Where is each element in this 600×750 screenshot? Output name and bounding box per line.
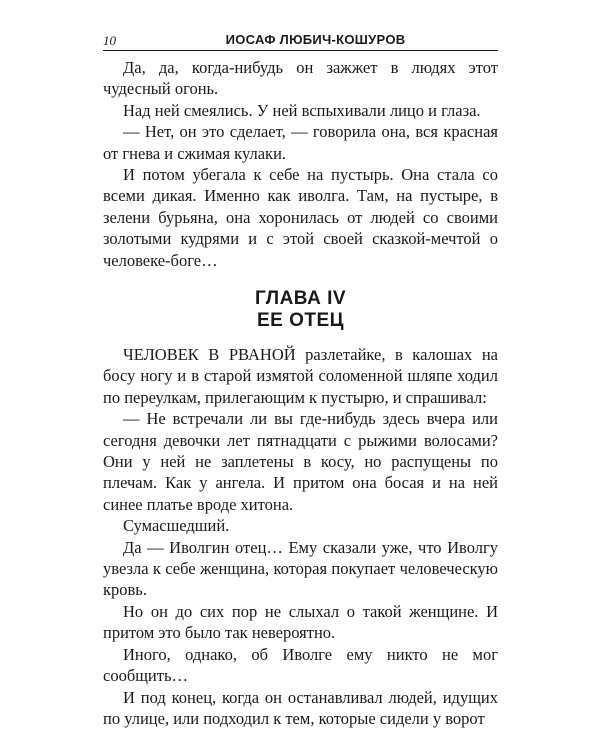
paragraph: Да, да, когда-нибудь он зажжет в людях этот чудесный огонь. xyxy=(103,58,498,99)
running-title: ИОСАФ ЛЮБИЧ-КОШУРОВ xyxy=(225,32,406,47)
paragraph: ЧЕЛОВЕК В РВАНОЙ разлетайке, в калошах на босу ногу и в старой измятой соломенной шляпе ходил по переулкам, прилегающим к пустырю, и спрашивал: xyxy=(103,345,498,407)
paragraph: — Не встречали ли вы где-нибудь здесь вчера или сегодня девочки лет пятнадцати с рыжими волосами? Они у ней не заплетены в косу, но распущены по плечам. Как у ангела. И притом она босая и на ней синее платье вроде хитона. xyxy=(103,409,498,514)
chapter-title: ЕЕ ОТЕЦ xyxy=(256,310,345,331)
book-page xyxy=(103,0,498,750)
paragraph: — Нет, он это сделает, — говорила она, вся красная от гнева и сжимая кулаки. xyxy=(103,122,498,163)
text-block-top xyxy=(103,57,498,271)
paragraph: Но он до сих пор не слыхал о такой женщине. И притом это было так невероятно. xyxy=(103,601,498,643)
paragraph: И под конец, когда он останавливал людей, идущих по улице, или подходил к тем, которые сидели у ворот xyxy=(103,687,498,728)
page-number: 10 xyxy=(103,33,116,48)
text-block-chapter xyxy=(103,344,498,729)
paragraph: Да — Иволгин отец… Ему сказали уже, что Иволгу увезла к себе женщина, которая покупает человеческую кровь. xyxy=(103,537,498,600)
paragraph: И потом убегала к себе на пустырь. Она стала со всеми дикая. Именно как иволга. Там, на пустыре, в зелени бурьяна, она хоронилась от людей со своими золотыми кудрями и с этой своей сказкой-мечтой о человеке-боге… xyxy=(103,165,498,270)
paragraph: Сумасшедший. xyxy=(123,516,230,536)
chapter-heading xyxy=(103,288,498,332)
page-header xyxy=(103,28,498,51)
paragraph: Иного, однако, об Иволге ему никто не мог сообщить… xyxy=(103,644,498,686)
chapter-number: ГЛАВА IV xyxy=(254,288,347,309)
paragraph: Над ней смеялись. У ней вспыхивали лицо и глаза. xyxy=(123,100,481,120)
